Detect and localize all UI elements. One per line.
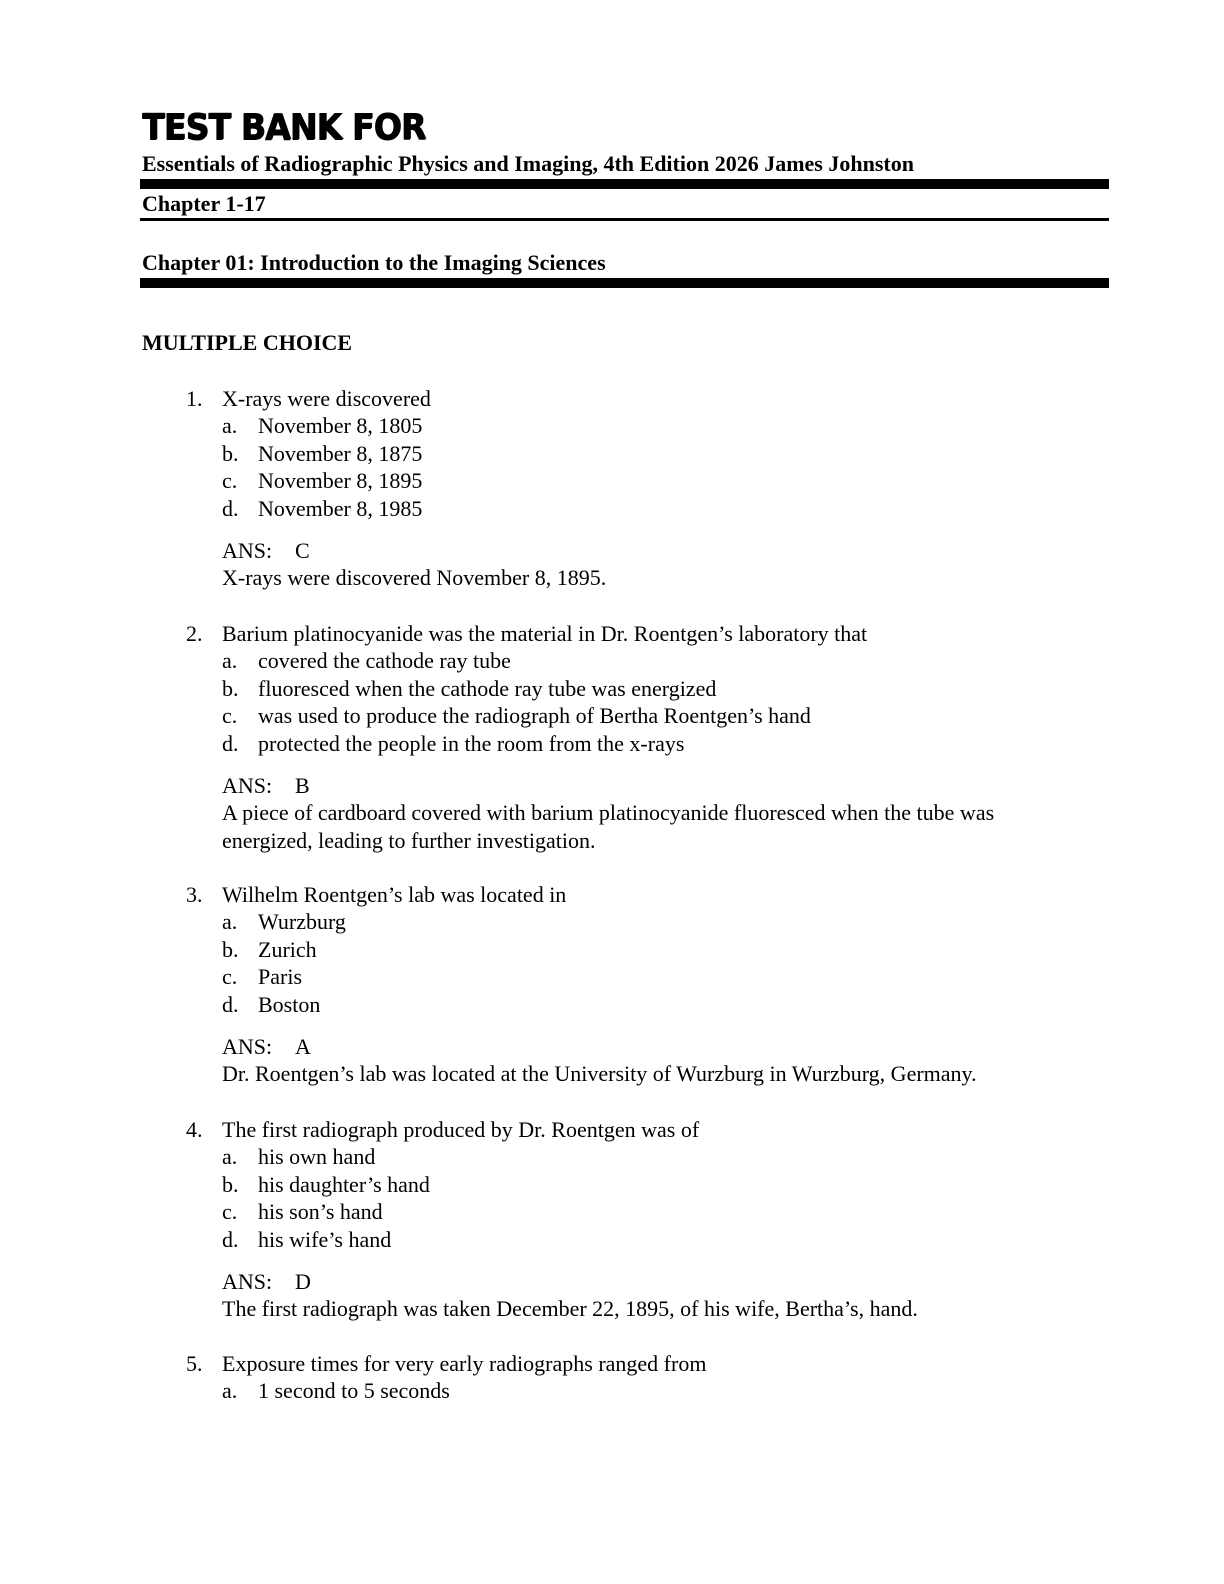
thin-divider <box>140 218 1109 221</box>
section-heading: MULTIPLE CHOICE <box>142 330 353 355</box>
option-a <box>142 908 1102 935</box>
answer-line <box>142 1033 1102 1060</box>
option-text: his wife’s hand <box>258 1226 392 1252</box>
option-d <box>142 495 1102 522</box>
thick-divider <box>140 278 1109 288</box>
answer-explanation: X-rays were discovered November 8, 1895. <box>222 565 607 591</box>
option-text: Zurich <box>258 936 317 962</box>
option-d <box>142 1226 1102 1253</box>
question-2 <box>142 620 1102 854</box>
answer-explanation: Dr. Roentgen’s lab was located at the University of Wurzburg in Wurzburg, Germany. <box>222 1061 977 1087</box>
answer-label: ANS: <box>222 772 273 798</box>
option-letter: a. <box>222 648 238 674</box>
option-b <box>142 1171 1102 1198</box>
option-d <box>142 730 1102 757</box>
option-letter: b. <box>222 675 239 701</box>
chapter-title: Chapter 01: Introduction to the Imaging Sciences <box>142 250 606 275</box>
question-1 <box>142 385 1102 592</box>
option-letter: d. <box>222 1226 239 1252</box>
chapter-range: Chapter 1-17 <box>142 191 266 216</box>
option-text: November 8, 1875 <box>258 440 423 466</box>
option-c <box>142 467 1102 494</box>
option-b <box>142 675 1102 702</box>
answer-value: A <box>295 1033 311 1059</box>
answer-value: D <box>295 1268 311 1294</box>
option-letter: c. <box>222 1199 238 1225</box>
option-text: was used to produce the radiograph of Bertha Roentgen’s hand <box>258 703 811 729</box>
option-b <box>142 440 1102 467</box>
question-text: X-rays were discovered <box>222 386 431 411</box>
option-text: his own hand <box>258 1144 376 1170</box>
option-a <box>142 1143 1102 1170</box>
option-text: Wurzburg <box>258 909 346 935</box>
option-text: covered the cathode ray tube <box>258 648 511 674</box>
option-letter: d. <box>222 991 239 1017</box>
question-text: Exposure times for very early radiographs ranged from <box>222 1351 707 1376</box>
option-c <box>142 1198 1102 1225</box>
answer-label: ANS: <box>222 1033 273 1059</box>
question-number: 5. <box>186 1351 203 1376</box>
option-letter: d. <box>222 495 239 521</box>
book-subtitle: Essentials of Radiographic Physics and Imaging, 4th Edition 2026 James Johnston <box>142 151 914 176</box>
option-text: fluoresced when the cathode ray tube was energized <box>258 675 717 701</box>
document-title: TEST BANK FOR <box>142 107 426 148</box>
question-4 <box>142 1116 1102 1323</box>
question-text: Wilhelm Roentgen’s lab was located in <box>222 882 567 907</box>
question-text: Barium platinocyanide was the material in Dr. Roentgen’s laboratory that <box>222 621 868 646</box>
option-text: protected the people in the room from the x-rays <box>258 730 685 756</box>
answer-label: ANS: <box>222 1268 273 1294</box>
option-text: his daughter’s hand <box>258 1171 430 1197</box>
option-letter: a. <box>222 909 238 935</box>
option-letter: a. <box>222 1378 238 1404</box>
option-c <box>142 702 1102 729</box>
answer-line <box>142 1268 1102 1295</box>
answer-value: C <box>295 537 310 563</box>
option-a <box>142 1377 1102 1404</box>
question-3 <box>142 881 1102 1088</box>
option-letter: b. <box>222 440 239 466</box>
answer-value: B <box>295 772 310 798</box>
option-c <box>142 963 1102 990</box>
option-text: Paris <box>258 964 302 990</box>
question-number: 2. <box>186 621 203 646</box>
question-number: 3. <box>186 882 203 907</box>
option-letter: c. <box>222 964 238 990</box>
option-letter: c. <box>222 703 238 729</box>
question-number: 4. <box>186 1117 203 1142</box>
option-d <box>142 991 1102 1018</box>
option-text: November 8, 1985 <box>258 495 423 521</box>
option-text: his son’s hand <box>258 1199 383 1225</box>
option-text: November 8, 1895 <box>258 468 423 494</box>
answer-explanation: A piece of cardboard covered with barium platinocyanide fluoresced when the tube was energized, leading to further investigation. <box>222 800 995 853</box>
answer-line <box>142 772 1102 799</box>
option-letter: b. <box>222 1171 239 1197</box>
answer-line <box>142 537 1102 564</box>
option-letter: a. <box>222 1144 238 1170</box>
option-text: November 8, 1805 <box>258 413 423 439</box>
option-letter: b. <box>222 936 239 962</box>
question-number: 1. <box>186 386 203 411</box>
answer-explanation: The first radiograph was taken December 22, 1895, of his wife, Bertha’s, hand. <box>222 1296 918 1322</box>
answer-label: ANS: <box>222 537 273 563</box>
question-text: The first radiograph produced by Dr. Roentgen was of <box>222 1117 700 1142</box>
option-text: Boston <box>258 991 321 1017</box>
thick-divider <box>140 179 1109 189</box>
option-b <box>142 936 1102 963</box>
option-text: 1 second to 5 seconds <box>258 1378 450 1404</box>
option-a <box>142 412 1102 439</box>
question-5 <box>142 1350 1102 1405</box>
option-letter: a. <box>222 413 238 439</box>
option-letter: d. <box>222 730 239 756</box>
option-a <box>142 647 1102 674</box>
option-letter: c. <box>222 468 238 494</box>
